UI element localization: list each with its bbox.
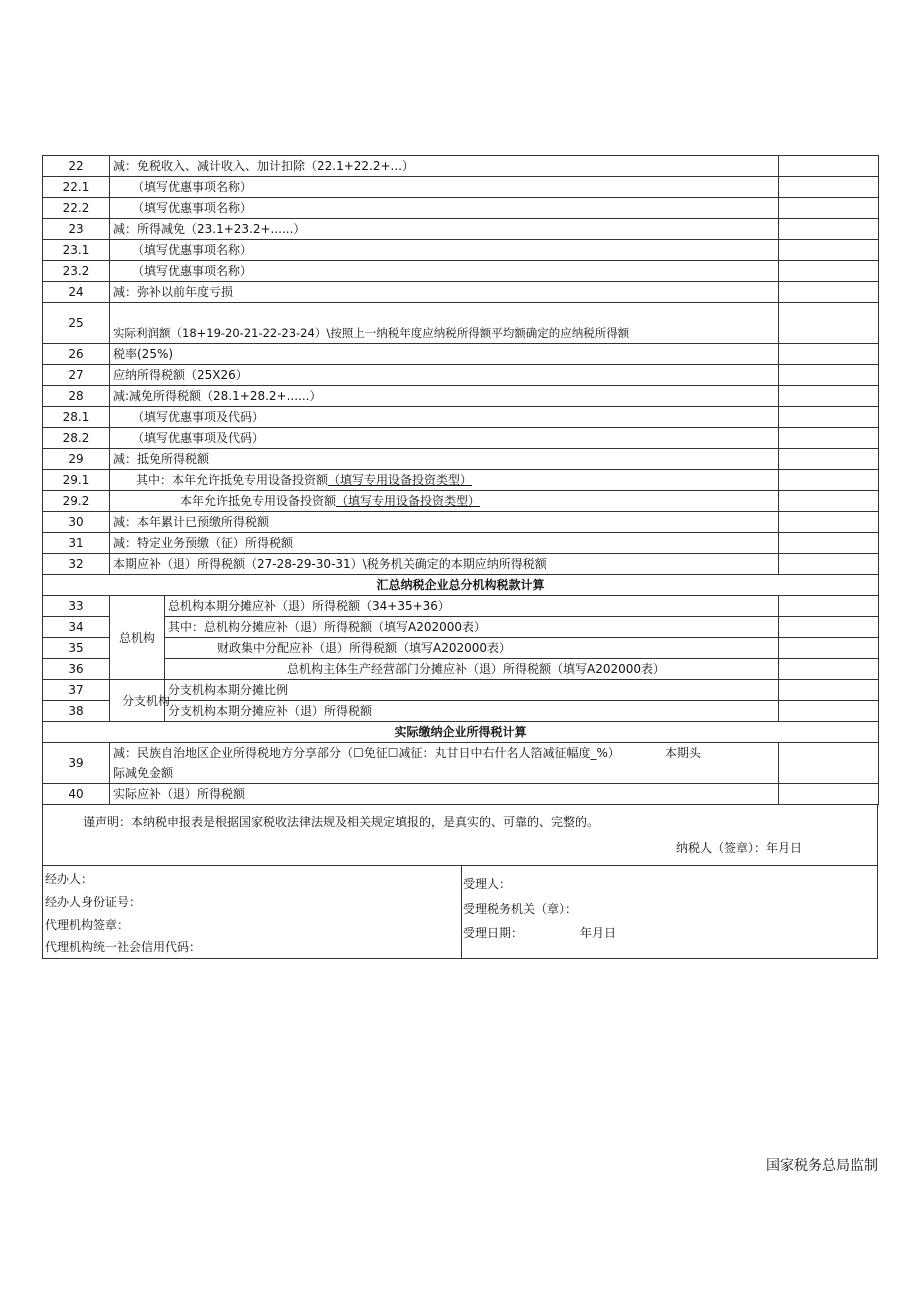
amount-cell[interactable] (779, 449, 879, 470)
table-row (43, 407, 879, 428)
section-title: 实际缴纳企业所得税计算 (43, 722, 879, 743)
amount-cell[interactable] (779, 659, 879, 680)
table-row (43, 344, 879, 365)
table-row (43, 701, 879, 722)
row-number: 23.1 (43, 240, 110, 261)
handler-label: 经办人： (45, 872, 94, 886)
amount-cell[interactable] (779, 470, 879, 491)
amount-cell[interactable] (779, 554, 879, 575)
tax-form-table (42, 155, 879, 805)
row-label: 税率(25%) (110, 344, 779, 365)
row-number: 28 (43, 386, 110, 407)
amount-cell[interactable] (779, 743, 879, 784)
amount-cell[interactable] (779, 407, 879, 428)
amount-cell[interactable] (779, 386, 879, 407)
amount-cell[interactable] (779, 344, 879, 365)
row-number: 22.1 (43, 177, 110, 198)
handler-id-label: 经办人身份证号： (45, 895, 142, 909)
row-number: 32 (43, 554, 110, 575)
row-label: 本期应补（退）所得税额（27-28-29-30-31）\税务机关确定的本期应纳所得税额 (110, 554, 779, 575)
amount-cell[interactable] (779, 491, 879, 512)
table-row (43, 219, 879, 240)
group-label-hq: 总机构 (110, 596, 165, 680)
taxpayer-signature: 纳税人（签章）：年月日 (675, 841, 802, 855)
row-number: 40 (43, 784, 110, 805)
amount-cell[interactable] (779, 198, 879, 219)
row-number: 36 (43, 659, 110, 680)
declaration-box (42, 805, 878, 866)
section-header-row (43, 575, 879, 596)
amount-cell[interactable] (779, 365, 879, 386)
amount-cell[interactable] (779, 177, 879, 198)
row-label: （填写优惠事项及代码） (110, 407, 779, 428)
table-row (43, 638, 879, 659)
declaration-text: 谨声明：本纳税申报表是根据国家税收法律法规及相关规定填报的，是真实的、可靠的、完整的。 (83, 815, 600, 829)
row-label: 减：所得减免（23.1+23.2+......） (110, 219, 779, 240)
tax-form-sheet (42, 155, 878, 1174)
row-number: 22.2 (43, 198, 110, 219)
row-label: 减：免税收入、减计收入、加计扣除（22.1+22.2+...） (110, 156, 779, 177)
table-row (43, 680, 879, 701)
table-row (43, 261, 879, 282)
row-label: 总机构本期分摊应补（退）所得税额（34+35+36） (165, 596, 779, 617)
amount-cell[interactable] (779, 219, 879, 240)
table-row (43, 533, 879, 554)
row-label-main: 减：民族自治地区企业所得税地方分享部分（☐免征☐减征：丸甘日中右什名人箔减征幅度_%） (113, 746, 620, 760)
row-label: （填写优惠事项名称） (110, 177, 779, 198)
row-label (110, 491, 779, 512)
row-number: 29.2 (43, 491, 110, 512)
signature-block (42, 866, 878, 959)
row-label: 减：本年累计已预缴所得税额 (110, 512, 779, 533)
issuer-footer: 国家税务总局监制 (766, 1158, 878, 1174)
row-number: 25 (43, 303, 110, 344)
amount-cell[interactable] (779, 156, 879, 177)
amount-cell[interactable] (779, 701, 879, 722)
row-label-main: 本年允许抵免专用设备投资额 (180, 494, 337, 508)
row-number: 33 (43, 596, 110, 617)
row-label (110, 743, 779, 784)
table-row (43, 784, 879, 805)
row-number: 27 (43, 365, 110, 386)
row-label-fill: （填写专用设备投资类型） (328, 473, 473, 487)
amount-cell[interactable] (779, 680, 879, 701)
table-row (43, 554, 879, 575)
row-label: （填写优惠事项名称） (110, 198, 779, 219)
row-label: 减：弥补以前年度亏损 (110, 282, 779, 303)
receiver-label: 受理人： (463, 877, 512, 891)
table-row (43, 491, 879, 512)
row-number: 35 (43, 638, 110, 659)
section-header-row (43, 722, 879, 743)
table-row (43, 177, 879, 198)
row-number: 29.1 (43, 470, 110, 491)
row-label: 分支机构本期分摊比例 (165, 680, 779, 701)
row-label: （填写优惠事项名称） (110, 261, 779, 282)
receive-date-label: 受理日期： (463, 926, 524, 940)
row-label-fill: （填写专用设备投资类型） (336, 494, 481, 508)
table-row (43, 596, 879, 617)
row-label: 财政集中分配应补（退）所得税额（填写A202000表） (165, 638, 779, 659)
row-label-second-line: 际减免金额 (113, 766, 174, 780)
table-row (43, 240, 879, 261)
table-row (43, 365, 879, 386)
amount-cell[interactable] (779, 638, 879, 659)
row-label (110, 470, 779, 491)
row-label: （填写优惠事项名称） (110, 240, 779, 261)
amount-cell[interactable] (779, 303, 879, 344)
amount-cell[interactable] (779, 596, 879, 617)
row-label: 实际应补（退）所得税额 (110, 784, 779, 805)
section-title: 汇总纳税企业总分机构税款计算 (43, 575, 879, 596)
row-label: 实际利润额（18+19-20-21-22-23-24）\按照上一纳税年度应纳税所得额平均额确定的应纳税所得额 (110, 303, 779, 344)
table-row (43, 303, 879, 344)
table-row (43, 428, 879, 449)
table-row (43, 386, 879, 407)
table-row (43, 198, 879, 219)
row-label: 其中：总机构分摊应补（退）所得税额（填写A202000表） (165, 617, 779, 638)
table-row (43, 512, 879, 533)
group-label-branch: 分支机构 (110, 680, 165, 722)
row-label-tail: 本期头 (664, 746, 701, 760)
table-row (43, 156, 879, 177)
table-row (43, 659, 879, 680)
row-label: （填写优惠事项及代码） (110, 428, 779, 449)
row-label: 应纳所得税额（25X26） (110, 365, 779, 386)
row-number: 30 (43, 512, 110, 533)
row-label-main: 其中：本年允许抵免专用设备投资额 (136, 473, 329, 487)
amount-cell[interactable] (779, 282, 879, 303)
row-number: 23 (43, 219, 110, 240)
row-number: 28.2 (43, 428, 110, 449)
row-number: 39 (43, 743, 110, 784)
amount-cell[interactable] (779, 428, 879, 449)
row-number: 29 (43, 449, 110, 470)
agency-seal-label: 代理机构签章： (45, 918, 130, 932)
table-row (43, 617, 879, 638)
row-number: 23.2 (43, 261, 110, 282)
row-number: 22 (43, 156, 110, 177)
table-row (43, 470, 879, 491)
row-number: 26 (43, 344, 110, 365)
row-number: 24 (43, 282, 110, 303)
amount-cell[interactable] (779, 512, 879, 533)
column-divider (461, 866, 462, 958)
amount-cell[interactable] (779, 240, 879, 261)
amount-cell[interactable] (779, 617, 879, 638)
receive-date-value: 年月日 (580, 926, 617, 940)
row-number: 38 (43, 701, 110, 722)
row-label: 总机构主体生产经营部门分摊应补（退）所得税额（填写A202000表） (165, 659, 779, 680)
amount-cell[interactable] (779, 533, 879, 554)
row-number: 37 (43, 680, 110, 701)
row-number: 34 (43, 617, 110, 638)
row-label: 分支机构本期分摊应补（退）所得税额 (165, 701, 779, 722)
row-label: 减：抵免所得税额 (110, 449, 779, 470)
row-label: 减:减免所得税额（28.1+28.2+......） (110, 386, 779, 407)
row-label: 减：特定业务预缴（征）所得税额 (110, 533, 779, 554)
table-row (43, 743, 879, 784)
row-number: 28.1 (43, 407, 110, 428)
receiving-office-label: 受理税务机关（章）： (463, 902, 578, 916)
agency-code-label: 代理机构统一社会信用代码： (45, 940, 202, 954)
table-row (43, 449, 879, 470)
amount-cell[interactable] (779, 261, 879, 282)
amount-cell[interactable] (779, 784, 879, 805)
table-row (43, 282, 879, 303)
row-number: 31 (43, 533, 110, 554)
